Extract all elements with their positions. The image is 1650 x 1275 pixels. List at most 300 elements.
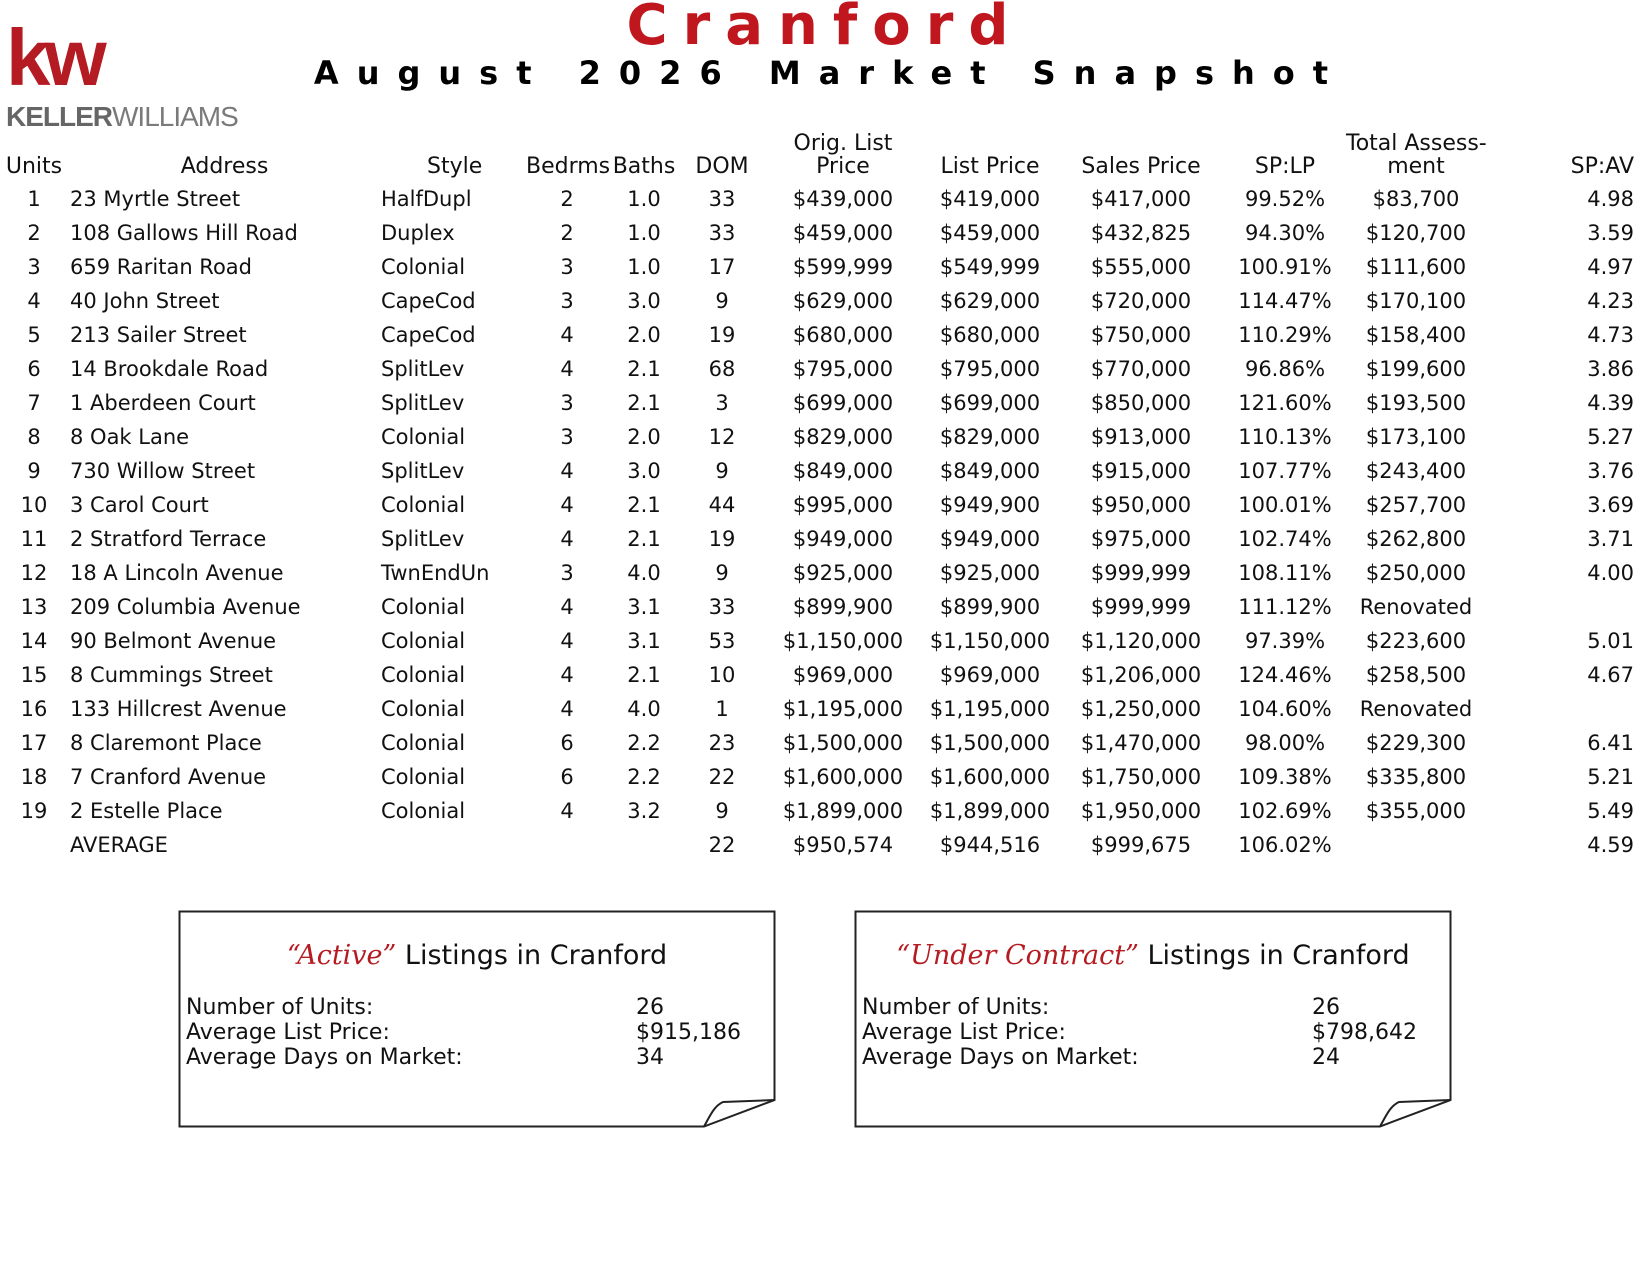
- table-row: [0, 284, 1650, 318]
- unit-cell: 17: [20, 731, 48, 755]
- sp-lp-cell: 98.00%: [1244, 731, 1326, 755]
- sp-lp-cell: 111.12%: [1238, 595, 1332, 619]
- table-row: [0, 420, 1650, 454]
- sp-lp-cell: 108.11%: [1238, 561, 1332, 585]
- list-price-cell: $949,900: [939, 493, 1041, 517]
- sp-av-cell: [1486, 692, 1650, 726]
- list-price-cell: $549,999: [939, 255, 1041, 279]
- style-cell: Colonial: [381, 255, 466, 279]
- address-cell: 2 Estelle Place: [70, 799, 223, 823]
- orig-list-price-cell: $1,500,000: [782, 731, 904, 755]
- unit-cell: 15: [20, 663, 48, 687]
- table-row: [0, 760, 1650, 794]
- table-row: [0, 182, 1650, 216]
- style-cell: Colonial: [381, 697, 466, 721]
- assessment-cell: $258,500: [1365, 663, 1467, 687]
- sales-price-cell: $913,000: [1090, 425, 1192, 449]
- table-row: [0, 692, 1650, 726]
- baths-cell: 3.2: [627, 799, 661, 823]
- sp-av-cell: 4.23: [1587, 289, 1634, 313]
- contract-avg-price-label: Average List Price:: [862, 1020, 1066, 1045]
- unit-cell: 11: [20, 527, 48, 551]
- table-row: [0, 318, 1650, 352]
- dom-cell: 3: [715, 391, 729, 415]
- bedrooms-cell: 4: [560, 527, 574, 551]
- address-cell: 659 Raritan Road: [70, 255, 253, 279]
- unit-cell: 8: [27, 425, 41, 449]
- baths-cell: 2.2: [627, 731, 661, 755]
- baths-cell: 3.0: [627, 459, 661, 483]
- list-price-cell: $419,000: [939, 187, 1041, 211]
- assessment-cell: $250,000: [1365, 561, 1467, 585]
- list-price-cell: $849,000: [939, 459, 1041, 483]
- address-cell: 108 Gallows Hill Road: [70, 221, 298, 245]
- baths-cell: 2.0: [627, 425, 661, 449]
- sp-av-cell: 5.01: [1587, 629, 1634, 653]
- orig-list-price-cell: $680,000: [792, 323, 894, 347]
- unit-cell: 4: [27, 289, 41, 313]
- empty-cell: [608, 828, 680, 862]
- average-label: AVERAGE: [70, 833, 168, 857]
- orig-list-price-cell: $439,000: [792, 187, 894, 211]
- average-row: [0, 828, 1650, 862]
- orig-list-price-cell: $949,000: [792, 527, 894, 551]
- dom-cell: 33: [708, 221, 736, 245]
- baths-cell: 1.0: [627, 187, 661, 211]
- assessment-cell: $229,300: [1365, 731, 1467, 755]
- orig-list-price-cell: $699,000: [792, 391, 894, 415]
- sales-price-cell: $750,000: [1090, 323, 1192, 347]
- address-cell: 730 Willow Street: [70, 459, 256, 483]
- dom-cell: 23: [708, 731, 736, 755]
- assessment-cell: $223,600: [1365, 629, 1467, 653]
- header-orig-list-line2: Price: [816, 154, 870, 179]
- table-row: [0, 556, 1650, 590]
- style-cell: Colonial: [381, 663, 466, 687]
- sp-av-cell: 5.49: [1587, 799, 1634, 823]
- unit-cell: 1: [27, 187, 41, 211]
- dom-cell: 33: [708, 595, 736, 619]
- assessment-cell: $262,800: [1365, 527, 1467, 551]
- list-price-cell: $1,150,000: [929, 629, 1051, 653]
- kw-logo-mark: kw: [6, 13, 101, 102]
- bedrooms-cell: 3: [560, 255, 574, 279]
- sp-av-cell: 4.67: [1587, 663, 1634, 687]
- sp-av-cell: 4.00: [1587, 561, 1634, 585]
- active-avg-price-value: $915,186: [636, 1020, 741, 1045]
- logo-wordmark-rest: WILLIAMS: [112, 101, 238, 132]
- active-listings-box: [178, 910, 776, 1128]
- average-sales-price: $999,675: [1090, 833, 1192, 857]
- empty-cell: [526, 828, 608, 862]
- address-cell: 1 Aberdeen Court: [70, 391, 256, 415]
- sp-lp-cell: 124.46%: [1238, 663, 1332, 687]
- list-price-cell: $795,000: [939, 357, 1041, 381]
- bedrooms-cell: 4: [560, 799, 574, 823]
- header-sp-lp: SP:LP: [1254, 154, 1316, 179]
- assessment-cell: $199,600: [1365, 357, 1467, 381]
- orig-list-price-cell: $829,000: [792, 425, 894, 449]
- active-avg-dom-label: Average Days on Market:: [186, 1045, 463, 1070]
- average-list-price: $944,516: [939, 833, 1041, 857]
- sales-price-cell: $555,000: [1090, 255, 1192, 279]
- baths-cell: 3.0: [627, 289, 661, 313]
- assessment-cell: Renovated: [1359, 595, 1473, 619]
- orig-list-price-cell: $849,000: [792, 459, 894, 483]
- sales-price-cell: $1,750,000: [1080, 765, 1202, 789]
- address-cell: 8 Cummings Street: [70, 663, 273, 687]
- bedrooms-cell: 3: [560, 561, 574, 585]
- assessment-cell: $257,700: [1365, 493, 1467, 517]
- bedrooms-cell: 2: [560, 187, 574, 211]
- sp-av-cell: 3.71: [1587, 527, 1634, 551]
- sp-lp-cell: 102.74%: [1238, 527, 1332, 551]
- list-price-cell: $459,000: [939, 221, 1041, 245]
- address-cell: 3 Carol Court: [70, 493, 209, 517]
- header-style: Style: [427, 154, 483, 179]
- active-avg-price-label: Average List Price:: [186, 1020, 390, 1045]
- orig-list-price-cell: $1,600,000: [782, 765, 904, 789]
- address-cell: 18 A Lincoln Avenue: [70, 561, 284, 585]
- style-cell: CapeCod: [381, 323, 476, 347]
- sales-price-cell: $1,950,000: [1080, 799, 1202, 823]
- style-cell: Colonial: [381, 765, 466, 789]
- sp-lp-cell: 100.91%: [1238, 255, 1332, 279]
- list-price-cell: $925,000: [939, 561, 1041, 585]
- sales-price-cell: $975,000: [1090, 527, 1192, 551]
- active-avg-dom-value: 34: [636, 1045, 664, 1070]
- address-cell: 8 Oak Lane: [70, 425, 190, 449]
- sp-av-cell: 3.69: [1587, 493, 1634, 517]
- table-row: [0, 488, 1650, 522]
- orig-list-price-cell: $995,000: [792, 493, 894, 517]
- style-cell: SplitLev: [381, 357, 465, 381]
- assessment-cell: $170,100: [1365, 289, 1467, 313]
- sp-av-cell: 5.21: [1587, 765, 1634, 789]
- sp-lp-cell: 94.30%: [1244, 221, 1326, 245]
- assessment-cell: $173,100: [1365, 425, 1467, 449]
- sp-lp-cell: 96.86%: [1244, 357, 1326, 381]
- address-cell: 14 Brookdale Road: [70, 357, 269, 381]
- sp-lp-cell: 110.29%: [1238, 323, 1332, 347]
- sp-lp-cell: 110.13%: [1238, 425, 1332, 449]
- sales-price-cell: $1,250,000: [1080, 697, 1202, 721]
- header-sp-av: SP:AV: [1570, 154, 1634, 179]
- active-units-label: Number of Units:: [186, 995, 374, 1020]
- baths-cell: 2.1: [627, 493, 661, 517]
- list-price-cell: $949,000: [939, 527, 1041, 551]
- header-bedrms: Bedrms: [526, 154, 611, 179]
- average-dom: 22: [708, 833, 736, 857]
- header-units: Units: [5, 154, 63, 179]
- unit-cell: 2: [27, 221, 41, 245]
- header-total-assessment: [1346, 132, 1486, 182]
- list-price-cell: $1,899,000: [929, 799, 1051, 823]
- assessment-cell: $335,800: [1365, 765, 1467, 789]
- header-baths: Baths: [612, 154, 676, 179]
- dom-cell: 17: [708, 255, 736, 279]
- baths-cell: 2.1: [627, 663, 661, 687]
- baths-cell: 1.0: [627, 255, 661, 279]
- header-orig-list-line1: Orig. List: [793, 131, 893, 156]
- sp-lp-cell: 99.52%: [1244, 187, 1326, 211]
- bedrooms-cell: 4: [560, 493, 574, 517]
- bedrooms-cell: 4: [560, 357, 574, 381]
- dom-cell: 44: [708, 493, 736, 517]
- style-cell: SplitLev: [381, 391, 465, 415]
- sales-price-cell: $999,999: [1090, 561, 1192, 585]
- assessment-cell: $83,700: [1372, 187, 1460, 211]
- style-cell: Colonial: [381, 799, 466, 823]
- baths-cell: 3.1: [627, 595, 661, 619]
- address-cell: 7 Cranford Avenue: [70, 765, 267, 789]
- active-title-rest: Listings in Cranford: [396, 940, 668, 971]
- table-row: [0, 794, 1650, 828]
- header-list-price: List Price: [940, 154, 1040, 179]
- contract-listings-title: [854, 940, 1452, 971]
- header-assessment-line2: ment: [1387, 154, 1445, 179]
- sp-lp-cell: 104.60%: [1238, 697, 1332, 721]
- sales-price-cell: $432,825: [1090, 221, 1192, 245]
- sp-lp-cell: 100.01%: [1238, 493, 1332, 517]
- empty-cell: [0, 828, 68, 862]
- style-cell: Colonial: [381, 425, 466, 449]
- unit-cell: 12: [20, 561, 48, 585]
- list-price-cell: $969,000: [939, 663, 1041, 687]
- orig-list-price-cell: $459,000: [792, 221, 894, 245]
- list-price-cell: $699,000: [939, 391, 1041, 415]
- sp-av-cell: 3.59: [1587, 221, 1634, 245]
- dom-cell: 9: [715, 561, 729, 585]
- table-row: [0, 216, 1650, 250]
- address-cell: 23 Myrtle Street: [70, 187, 241, 211]
- unit-cell: 7: [27, 391, 41, 415]
- sp-av-cell: 4.39: [1587, 391, 1634, 415]
- list-price-cell: $1,600,000: [929, 765, 1051, 789]
- unit-cell: 18: [20, 765, 48, 789]
- contract-units-label: Number of Units:: [862, 995, 1050, 1020]
- contract-avg-price-value: $798,642: [1312, 1020, 1417, 1045]
- orig-list-price-cell: $629,000: [792, 289, 894, 313]
- active-units-value: 26: [636, 995, 664, 1020]
- style-cell: Colonial: [381, 595, 466, 619]
- sp-lp-cell: 109.38%: [1238, 765, 1332, 789]
- sales-price-cell: $999,999: [1090, 595, 1192, 619]
- assessment-cell: $111,600: [1365, 255, 1467, 279]
- dom-cell: 19: [708, 323, 736, 347]
- sp-av-cell: 3.86: [1587, 357, 1634, 381]
- style-cell: SplitLev: [381, 459, 465, 483]
- dom-cell: 19: [708, 527, 736, 551]
- sp-lp-cell: 114.47%: [1238, 289, 1332, 313]
- page-title: Cranford: [626, 0, 1024, 58]
- baths-cell: 2.2: [627, 765, 661, 789]
- sales-price-cell: $417,000: [1090, 187, 1192, 211]
- sp-lp-cell: 121.60%: [1238, 391, 1332, 415]
- assessment-cell: $355,000: [1365, 799, 1467, 823]
- orig-list-price-cell: $599,999: [792, 255, 894, 279]
- bedrooms-cell: 6: [560, 765, 574, 789]
- average-orig-list-price: $950,574: [792, 833, 894, 857]
- unit-cell: 6: [27, 357, 41, 381]
- sales-price-cell: $720,000: [1090, 289, 1192, 313]
- baths-cell: 3.1: [627, 629, 661, 653]
- list-price-cell: $1,195,000: [929, 697, 1051, 721]
- address-cell: 40 John Street: [70, 289, 220, 313]
- bedrooms-cell: 6: [560, 731, 574, 755]
- page-subtitle: August 2026 Market Snapshot: [313, 54, 1347, 92]
- contract-units-value: 26: [1312, 995, 1340, 1020]
- baths-cell: 4.0: [627, 561, 661, 585]
- address-cell: 90 Belmont Avenue: [70, 629, 277, 653]
- table-header-row: [0, 132, 1650, 182]
- assessment-cell: $120,700: [1365, 221, 1467, 245]
- list-price-cell: $680,000: [939, 323, 1041, 347]
- sp-av-cell: 3.76: [1587, 459, 1634, 483]
- dom-cell: 10: [708, 663, 736, 687]
- dom-cell: 9: [715, 459, 729, 483]
- style-cell: Colonial: [381, 731, 466, 755]
- sales-price-cell: $1,120,000: [1080, 629, 1202, 653]
- active-status-label: “Active”: [286, 940, 397, 971]
- orig-list-price-cell: $1,195,000: [782, 697, 904, 721]
- unit-cell: 13: [20, 595, 48, 619]
- unit-cell: 9: [27, 459, 41, 483]
- sp-lp-cell: 97.39%: [1244, 629, 1326, 653]
- bedrooms-cell: 4: [560, 629, 574, 653]
- dom-cell: 9: [715, 289, 729, 313]
- bedrooms-cell: 2: [560, 221, 574, 245]
- baths-cell: 2.1: [627, 527, 661, 551]
- baths-cell: 2.1: [627, 357, 661, 381]
- unit-cell: 16: [20, 697, 48, 721]
- orig-list-price-cell: $969,000: [792, 663, 894, 687]
- style-cell: SplitLev: [381, 527, 465, 551]
- header-dom: DOM: [695, 154, 749, 179]
- address-cell: 213 Sailer Street: [70, 323, 247, 347]
- table-row: [0, 658, 1650, 692]
- table-row: [0, 454, 1650, 488]
- style-cell: CapeCod: [381, 289, 476, 313]
- bedrooms-cell: 4: [560, 663, 574, 687]
- list-price-cell: $899,900: [939, 595, 1041, 619]
- unit-cell: 14: [20, 629, 48, 653]
- sp-lp-cell: 107.77%: [1238, 459, 1332, 483]
- empty-cell: [381, 828, 526, 862]
- table-row: [0, 624, 1650, 658]
- dom-cell: 9: [715, 799, 729, 823]
- header-assessment-line1: Total Assess-: [1346, 131, 1487, 156]
- unit-cell: 19: [20, 799, 48, 823]
- under-contract-listings-box: [854, 910, 1452, 1128]
- unit-cell: 10: [20, 493, 48, 517]
- empty-cell: [1346, 828, 1486, 862]
- assessment-cell: $193,500: [1365, 391, 1467, 415]
- sp-av-cell: 5.27: [1587, 425, 1634, 449]
- sales-price-cell: $850,000: [1090, 391, 1192, 415]
- bedrooms-cell: 3: [560, 425, 574, 449]
- header-address: Address: [180, 154, 269, 179]
- logo-wordmark: [6, 102, 238, 132]
- baths-cell: 2.1: [627, 391, 661, 415]
- sp-av-cell: 6.41: [1587, 731, 1634, 755]
- bedrooms-cell: 4: [560, 459, 574, 483]
- sp-av-cell: 4.98: [1587, 187, 1634, 211]
- dom-cell: 33: [708, 187, 736, 211]
- sales-table-body: [0, 182, 1650, 862]
- header-sales-price: Sales Price: [1081, 154, 1201, 179]
- style-cell: Colonial: [381, 493, 466, 517]
- sales-price-cell: $770,000: [1090, 357, 1192, 381]
- address-cell: 133 Hillcrest Avenue: [70, 697, 287, 721]
- table-row: [0, 726, 1650, 760]
- bedrooms-cell: 4: [560, 323, 574, 347]
- contract-avg-dom-label: Average Days on Market:: [862, 1045, 1139, 1070]
- unit-cell: 5: [27, 323, 41, 347]
- sales-price-cell: $1,470,000: [1080, 731, 1202, 755]
- bedrooms-cell: 4: [560, 595, 574, 619]
- sp-av-cell: [1486, 590, 1650, 624]
- baths-cell: 2.0: [627, 323, 661, 347]
- sales-table: [0, 132, 1650, 862]
- table-row: [0, 250, 1650, 284]
- baths-cell: 1.0: [627, 221, 661, 245]
- table-row: [0, 352, 1650, 386]
- style-cell: HalfDupl: [381, 187, 472, 211]
- style-cell: TwnEndUn: [381, 561, 490, 585]
- assessment-cell: $243,400: [1365, 459, 1467, 483]
- orig-list-price-cell: $899,900: [792, 595, 894, 619]
- contract-title-rest: Listings in Cranford: [1138, 940, 1410, 971]
- logo-wordmark-bold: KELLER: [6, 101, 112, 132]
- assessment-cell: $158,400: [1365, 323, 1467, 347]
- average-sp-av: 4.59: [1587, 833, 1634, 857]
- bedrooms-cell: 3: [560, 391, 574, 415]
- table-row: [0, 386, 1650, 420]
- bedrooms-cell: 3: [560, 289, 574, 313]
- table-row: [0, 522, 1650, 556]
- average-sp-lp: 106.02%: [1238, 833, 1332, 857]
- list-price-cell: $829,000: [939, 425, 1041, 449]
- orig-list-price-cell: $1,899,000: [782, 799, 904, 823]
- sales-price-cell: $950,000: [1090, 493, 1192, 517]
- sp-lp-cell: 102.69%: [1238, 799, 1332, 823]
- sp-av-cell: 4.73: [1587, 323, 1634, 347]
- list-price-cell: $1,500,000: [929, 731, 1051, 755]
- dom-cell: 22: [708, 765, 736, 789]
- orig-list-price-cell: $925,000: [792, 561, 894, 585]
- bedrooms-cell: 4: [560, 697, 574, 721]
- orig-list-price-cell: $795,000: [792, 357, 894, 381]
- orig-list-price-cell: $1,150,000: [782, 629, 904, 653]
- dom-cell: 12: [708, 425, 736, 449]
- dom-cell: 1: [715, 697, 729, 721]
- assessment-cell: Renovated: [1359, 697, 1473, 721]
- dom-cell: 68: [708, 357, 736, 381]
- contract-status-label: “Under Contract”: [896, 940, 1139, 971]
- unit-cell: 3: [27, 255, 41, 279]
- header-orig-list-price: [764, 132, 922, 182]
- active-listings-title: [178, 940, 776, 971]
- dom-cell: 53: [708, 629, 736, 653]
- sp-av-cell: 4.97: [1587, 255, 1634, 279]
- address-cell: 8 Claremont Place: [70, 731, 262, 755]
- sales-price-cell: $915,000: [1090, 459, 1192, 483]
- style-cell: Duplex: [381, 221, 455, 245]
- table-row: [0, 590, 1650, 624]
- baths-cell: 4.0: [627, 697, 661, 721]
- contract-avg-dom-value: 24: [1312, 1045, 1340, 1070]
